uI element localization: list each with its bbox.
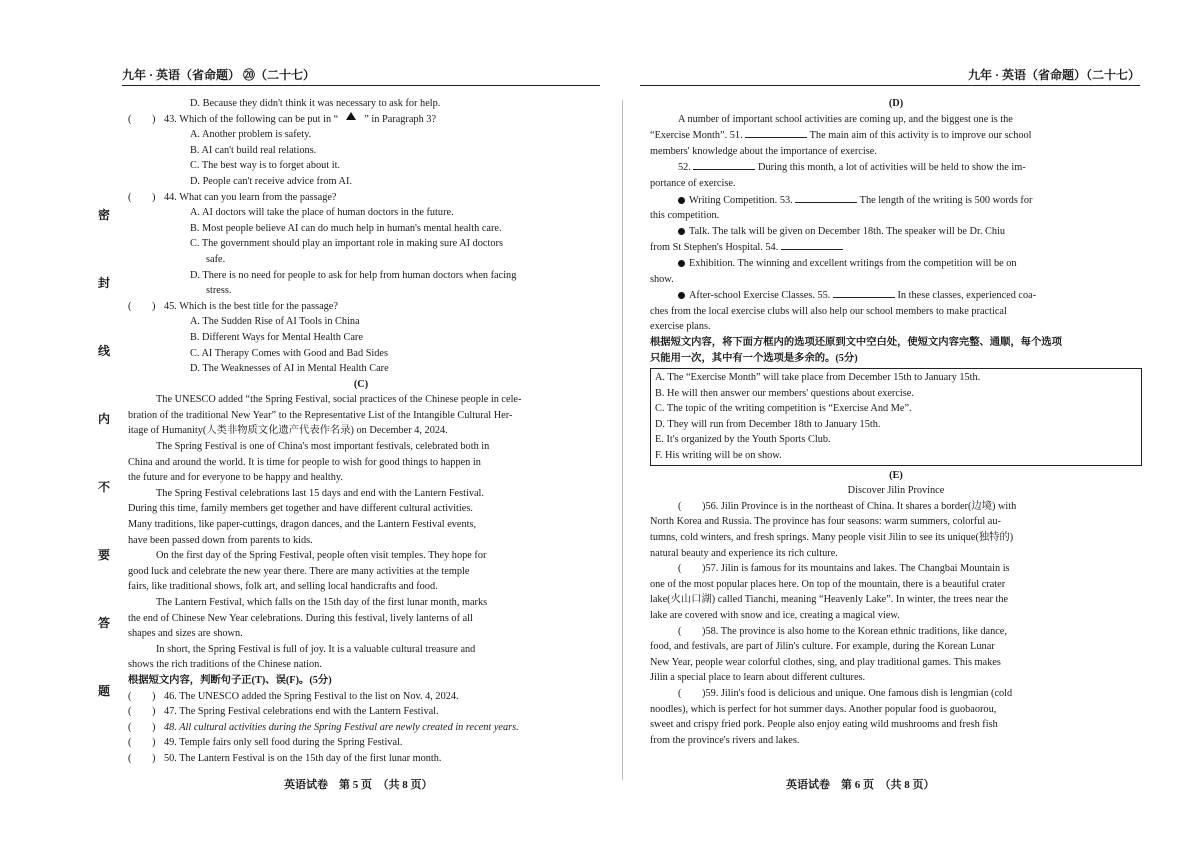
passage-line: ( )57. Jilin is famous for its mountains and lakes. The Changbai Mountain is [678, 563, 1010, 575]
margin-char: 密 [97, 208, 110, 222]
answer-blank[interactable]: ( ) [128, 191, 156, 203]
q44-option-cont: safe. [206, 253, 226, 265]
answer-blank-52[interactable] [693, 159, 755, 170]
passage-line: portance of exercise. [650, 177, 736, 189]
option-item: F. His writing will be on show. [655, 450, 782, 462]
margin-char: 内 [97, 412, 110, 426]
passage-line: Talk. The talk will be given on December 18th. The speaker will be Dr. Chiu [650, 224, 1142, 240]
option-item: A. The “Exercise Month” will take place from December 15th to January 15th. [655, 372, 981, 384]
margin-char: 线 [97, 344, 110, 358]
passage-line: fairs, like traditional shows, folk art, and selling local handicrafts and food. [128, 581, 438, 593]
option-item: D. They will run from December 18th to January 15th. [655, 418, 881, 430]
tf-question: ( ) 47. The Spring Festival celebrations end with the Lantern Festival. [128, 704, 594, 720]
passage-line: noodles), which is perfect for hot summer days. Another popular food is guobaorou, [650, 703, 997, 715]
passage-line: one of the most popular places here. On top of the mountain, there is a beautiful crater [650, 578, 1006, 590]
answer-blank[interactable]: ( ) [128, 737, 156, 749]
passage-line: ( )58. The province is also home to the Korean ethnic traditions, like dance, [678, 625, 1007, 637]
passage-line: The Lantern Festival, which falls on the 15th day of the first lunar month, marks [156, 597, 488, 608]
bullet-icon [678, 197, 685, 204]
passage-line: from the province's rivers and lakes. [650, 734, 800, 746]
passage-line: members' knowledge about the importance of exercise. [650, 145, 877, 157]
passage-line: The Spring Festival is one of China's most important festivals, celebrated both in [156, 441, 490, 453]
bullet-icon [678, 292, 685, 299]
right-page-header: 九年 · 英语（省命题）（二十七） [640, 64, 1140, 86]
passage-line: good luck and celebrate the new year there. There are many activities at the temple [128, 565, 470, 577]
passage-c [128, 392, 594, 673]
margin-char: 题 [97, 684, 110, 698]
passage-line: the future and for everyone to be happy and healthy. [128, 472, 343, 484]
passage-line: from St Stephen's Hospital. 54. [650, 239, 1142, 256]
q42-option-d: D. Because they didn't think it was necessary to ask for help. [190, 98, 441, 109]
q44-option: D. There is no need for people to ask for help from human doctors when facing [190, 269, 517, 281]
options-box [650, 368, 1142, 466]
q43-option: D. People can't receive advice from AI. [190, 175, 352, 187]
passage-line: 52. During this month, a lot of activities will be held to show the im- [650, 159, 1142, 176]
passage-line: lake(火山口湖) called Tianchi, meaning “Heavenly Lake”. In winter, the trees near the [650, 594, 1009, 606]
answer-blank-51[interactable] [745, 127, 807, 138]
tf-question: ( ) 49. Temple fairs only sell food during the Spring Festival. [128, 735, 594, 751]
passage-line: A number of important school activities are coming up, and the biggest one is the [678, 113, 1013, 125]
passage-line: natural beauty and experience its rich culture. [650, 547, 838, 559]
answer-blank[interactable]: ( ) [128, 706, 156, 718]
passage-line: The UNESCO added “the Spring Festival, social practices of the Chinese people in cele- [156, 394, 522, 406]
triangle-icon [346, 112, 356, 120]
passage-line: Jilin a special place to learn about different cultures. [650, 672, 866, 684]
passage-line: sweet and crispy fried pork. People also enjoy eating wild mushrooms and fresh fish [650, 719, 998, 731]
passage-line: ches from the local exercise clubs will also help our school members to make practical [650, 305, 1007, 317]
q44-option-cont: stress. [206, 285, 232, 297]
right-page-content [650, 96, 1142, 748]
q45-option: B. Different Ways for Mental Health Care [190, 331, 363, 343]
d-instruction: 根据短文内容，将下面方框内的选项还原到文中空白处，使短文内容完整、通顺，每个选项 [650, 336, 1062, 348]
answer-blank-53[interactable] [795, 192, 857, 203]
passage-line: “Exercise Month”. 51. The main aim of this activity is to improve our school [650, 127, 1142, 144]
passage-line: this competition. [650, 210, 720, 222]
q43-option: A. Another problem is safety. [190, 129, 312, 141]
passage-line: Writing Competition. 53. The length of the writing is 500 words for [650, 192, 1142, 209]
tf-question: ( ) 48. All cultural activities during the Spring Festival are newly created in recent years. [128, 720, 594, 736]
passage-e-title: Discover Jilin Province [847, 485, 945, 497]
q44-option: B. Most people believe AI can do much help in human's mental health care. [190, 222, 502, 234]
tf-question: ( ) 46. The UNESCO added the Spring Festival to the list on Nov. 4, 2024. [128, 689, 594, 705]
passage-line: shows the rich traditions of the Chinese nation. [128, 659, 322, 671]
passage-line: ( )56. Jilin Province is in the northeast of China. It shares a border(边境) with [678, 500, 1017, 512]
answer-blank[interactable]: ( ) [128, 300, 156, 312]
passage-line: On the first day of the Spring Festival, people often visit temples. They hope for [156, 550, 487, 562]
answer-blank[interactable]: ( ) [128, 752, 156, 764]
right-page [610, 0, 1200, 849]
answer-blank[interactable]: ( ) [128, 721, 156, 733]
left-page-content [128, 96, 594, 767]
option-item: C. The topic of the writing competition is “Exercise And Me”. [655, 403, 912, 415]
bullet-icon [678, 228, 685, 235]
q45-stem: ( ) 45. Which is the best title for the passage? [128, 299, 594, 315]
section-c-title: (C) [353, 378, 369, 390]
passage-line: show. [650, 273, 674, 285]
left-page-footer: 英语试卷 第 5 页 （共 8 页） [284, 779, 433, 791]
passage-line: shapes and sizes are shown. [128, 628, 243, 640]
section-e-title: (E) [889, 469, 903, 481]
q43-stem: ( ) 43. Which of the following can be put in “ ” in Paragraph 3? [128, 112, 594, 128]
q45-option: C. AI Therapy Comes with Good and Bad Sides [190, 347, 389, 359]
seal-line-margin [94, 205, 114, 749]
passage-line: ( )59. Jilin's food is delicious and unique. One famous dish is lengmian (cold [678, 687, 1013, 699]
passage-line: New Year, people wear colorful clothes, sing, and play traditional games. This makes [650, 656, 1001, 668]
tf-question: ( ) 50. The Lantern Festival is on the 15th day of the first lunar month. [128, 751, 594, 767]
passage-line: itage of Humanity(人类非物质文化遗产代表作名录) on December 4, 2024. [128, 425, 448, 437]
passage-line: During this time, family members get together and have different cultural activities. [128, 503, 473, 515]
q45-option: D. The Weaknesses of AI in Mental Health Care [190, 363, 389, 375]
right-page-footer: 英语试卷 第 6 页 （共 8 页） [786, 779, 935, 791]
q43-option: C. The best way is to forget about it. [190, 160, 341, 172]
passage-line: China and around the world. It is time for people to wish for good things to happen in [128, 456, 481, 468]
margin-char: 不 [97, 480, 110, 494]
answer-blank-55[interactable] [833, 287, 895, 298]
passage-line: The Spring Festival celebrations last 15 days and end with the Lantern Festival. [156, 487, 484, 499]
passage-e [650, 499, 1142, 749]
section-d-title: (D) [888, 98, 904, 109]
passage-line: the end of Chinese New Year celebrations. During this festival, lively lanterns of all [128, 612, 473, 624]
margin-char: 答 [97, 616, 110, 630]
passage-line: exercise plans. [650, 321, 711, 333]
passage-line: tumns, cold winters, and fresh springs. Many people visit Jilin to see its unique(独特的) [650, 532, 1014, 544]
option-item: B. He will then answer our members' questions about exercise. [655, 387, 914, 399]
left-page-header: 九年 · 英语（省命题） ⑳（二十七） [122, 64, 600, 86]
passage-line: Exhibition. The winning and excellent writings from the competition will be on [650, 256, 1142, 272]
option-item: E. It's organized by the Youth Sports Club. [655, 434, 831, 446]
q44-option: C. The government should play an important role in making sure AI doctors [190, 238, 503, 250]
answer-blank[interactable]: ( ) [128, 113, 156, 125]
answer-blank[interactable]: ( ) [128, 690, 156, 702]
q44-option: A. AI doctors will take the place of human doctors in the future. [190, 207, 454, 219]
tf-instruction: 根据短文内容，判断句子正(T)、误(F)。(5分) [128, 674, 332, 686]
passage-line: After-school Exercise Classes. 55. In these classes, experienced coa- [650, 287, 1142, 304]
passage-line: In short, the Spring Festival is full of joy. It is a valuable cultural treasure and [156, 643, 476, 655]
q44-stem: ( ) 44. What can you learn from the passage? [128, 190, 594, 206]
margin-char: 要 [97, 548, 110, 562]
passage-line: food, and festivals, are part of Jilin's culture. For example, during the Korean Lunar [650, 641, 995, 653]
answer-blank-54[interactable] [781, 239, 843, 250]
q43-option: B. AI can't build real relations. [190, 144, 317, 156]
passage-line: Many traditions, like paper-cuttings, dragon dances, and the Lantern Festival events, [128, 519, 477, 531]
bullet-icon [678, 260, 685, 267]
passage-line: lake are covered with snow and ice, creating a magical view. [650, 610, 900, 621]
passage-line: North Korea and Russia. The province has four seasons: warm summers, colorful au- [650, 516, 1001, 528]
margin-char: 封 [97, 276, 110, 290]
passage-line: have been passed down from parents to kids. [128, 534, 313, 546]
d-instruction: 只能用一次，其中有一个选项是多余的。(5分) [650, 352, 858, 364]
q45-option: A. The Sudden Rise of AI Tools in China [190, 316, 360, 328]
passage-line: bration of the traditional New Year” to the Representative List of the Intangible Cultural Her- [128, 409, 513, 421]
